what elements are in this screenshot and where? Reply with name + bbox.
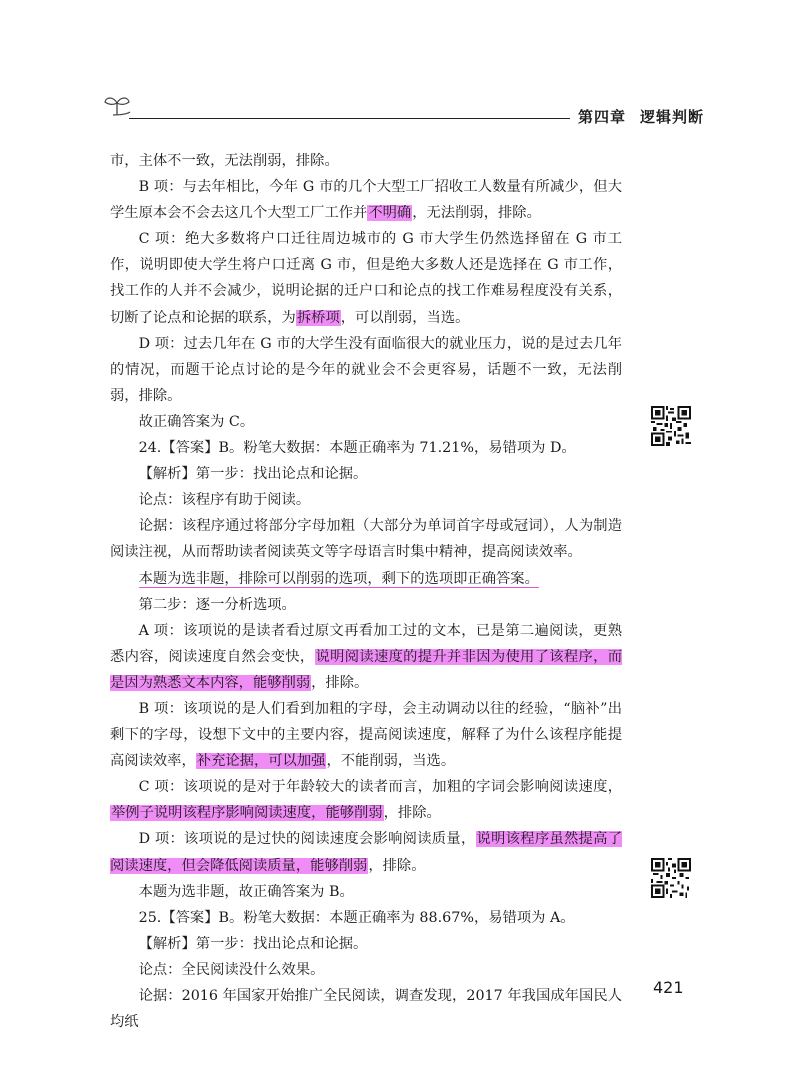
text-run: 24.【答案】B。粉笔大数据：本题正确率为 71.21%，易错项为 D。 [138, 440, 576, 457]
text-run: C 项：绝大多数将户口迁往周边城市的 G 市大学生仍然选择留在 G 市工作，说明即使大学生将户口迁离 G 市，但是绝大多数人还是选择在 G 市工作，找工作的人并不会减少，说明论据的迁户口和论点的找工作难易程度没有关系，切断了论点和论据的联系，为 [110, 231, 622, 326]
highlighted-text: 说明该程序虽然提高了阅读速度，但会降低阅读质量，能够削弱 [110, 831, 622, 874]
text-run: 论点：全民阅读没什么效果。 [138, 961, 325, 978]
text-run: 故正确答案为 C。 [138, 413, 255, 430]
text-run: ，排除。 [311, 674, 369, 691]
paragraph [110, 487, 622, 513]
text-run: ，可以削弱，当选。 [340, 309, 470, 326]
paragraph [110, 826, 622, 878]
paragraph [110, 566, 622, 592]
highlighted-text: 补充论据，可以加强 [196, 753, 326, 770]
text-run: ，无法削弱，排除。 [412, 205, 541, 222]
page-number: 421 [653, 978, 684, 997]
sprout-icon [103, 94, 131, 116]
paragraph [110, 174, 622, 226]
paragraph [110, 592, 622, 618]
highlighted-text: 不明确 [368, 205, 412, 222]
text-run: B 项：与去年相比，今年 G 市的几个大型工厂招收工人数量有所减少，但大学生原本会不会去这几个大型工厂工作并 [110, 179, 622, 222]
text-run: C 项：该项说的是对于年龄较大的读者而言，加粗的字词会影响阅读速度， [138, 779, 622, 796]
text-run: 第二步：逐一分析选项。 [138, 596, 296, 613]
paragraph [110, 931, 622, 957]
chapter-title [578, 106, 704, 127]
paragraph [110, 148, 622, 174]
text-run: D 项：该项说的是过快的阅读速度会影响阅读质量， [138, 831, 476, 848]
text-run: B 项：该项说的是人们看到加粗的字母，会主动调动以往的经验，“脑补”出剩下的字母，设想下文中的主要内容，提高阅读速度，解释了为什么该程序能提高阅读效率， [110, 700, 622, 770]
text-run: 论据：2016 年国家开始推广全民阅读，调查发现，2017 年我国成年国民人均纸 [110, 988, 622, 1031]
header-rule [129, 118, 570, 119]
paragraph [110, 905, 622, 931]
chapter-name: 逻辑判断 [640, 108, 705, 126]
text-run: 论据：该程序通过将部分字母加粗（大部分为单词首字母或冠词），人为制造阅读注视，从而帮助读者阅读英文等字母语言时集中精神，提高阅读效率。 [110, 518, 622, 561]
text-run: 【解析】第一步：找出论点和论据。 [138, 466, 368, 483]
paragraph [110, 409, 622, 435]
paragraph [110, 331, 622, 409]
underlined-text: 本题为选非题，排除可以削弱的选项，剩下的选项即正确答案。 [138, 570, 539, 587]
text-run: 【解析】第一步：找出论点和论据。 [138, 935, 368, 952]
paragraph [110, 461, 622, 487]
paragraph [110, 226, 622, 330]
highlighted-text: 举例子说明该程序影响阅读速度，能够削弱 [111, 805, 383, 822]
text-run: 25.【答案】B。粉笔大数据：本题正确率为 88.67%，易错项为 A。 [138, 909, 575, 926]
paragraph [110, 435, 622, 461]
qr-code-icon[interactable] [651, 406, 691, 446]
text-run: A 项：该项说的是读者看过原文再看加工过的文本，已是第二遍阅读，更熟悉内容，阅读速度自然会变快， [110, 622, 622, 665]
paragraph [110, 879, 622, 905]
text-run: 本题为选非题，故正确答案为 B。 [138, 883, 354, 900]
page-body [110, 148, 622, 1035]
text-run: D 项：过去几年在 G 市的大学生没有面临很大的就业压力，说的是过去几年的情况，而题干论点讨论的是今年的就业会不会更容易，话题不一致，无法削弱，排除。 [110, 335, 622, 404]
paragraph [110, 513, 622, 565]
paragraph [110, 618, 622, 696]
text-run: ，排除。 [368, 857, 426, 874]
page-header [0, 0, 800, 130]
chapter-number: 第四章 [578, 108, 627, 126]
text-run: 市，主体不一致，无法削弱，排除。 [110, 153, 339, 169]
qr-code-icon[interactable] [651, 858, 691, 898]
paragraph [110, 774, 622, 826]
paragraph [110, 957, 622, 983]
text-run: 论点：该程序有助于阅读。 [138, 492, 311, 509]
text-run: ，排除。 [383, 805, 441, 822]
paragraph [110, 696, 622, 774]
highlighted-text: 说明阅读速度的提升并非因为使用了该程序，而是因为熟悉文本内容，能够削弱 [110, 648, 623, 691]
text-run: ，不能削弱，当选。 [326, 753, 456, 770]
highlighted-text: 拆桥项 [296, 309, 340, 326]
paragraph [110, 983, 622, 1035]
